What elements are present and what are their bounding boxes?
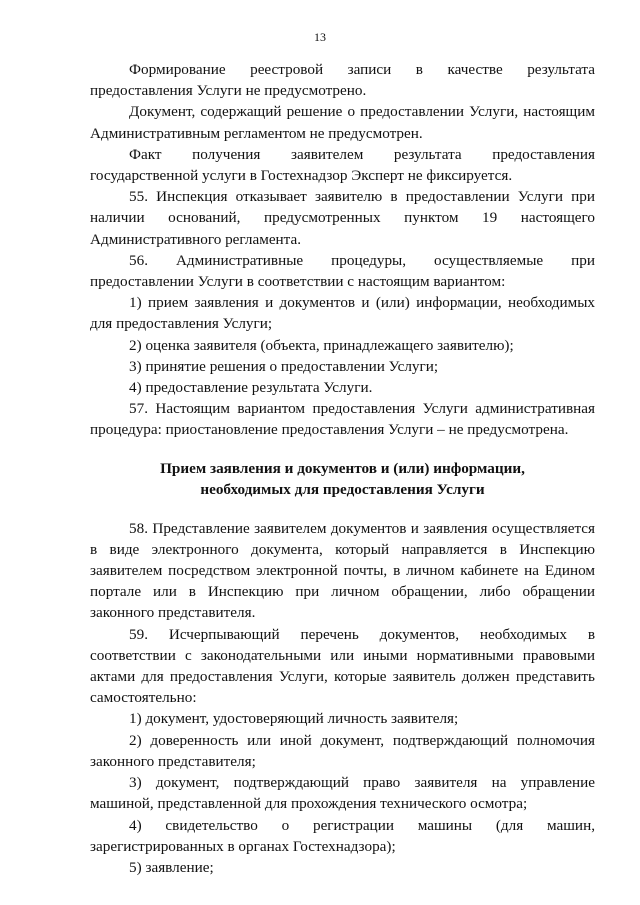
paragraph-registry-record: Формирование реестровой записи в качестве результата предоставления Услуги не предусмотрено.: [90, 61, 595, 100]
document-body: [90, 59, 595, 878]
list-item-59-1: 1) документ, удостоверяющий личность заявителя;: [129, 710, 459, 728]
section-heading-line-2: необходимых для предоставления Услуги: [200, 480, 485, 498]
section-heading-line-1: Прием заявления и документов и (или) информации,: [160, 459, 525, 477]
paragraph-58: 58. Представление заявителем документов и заявления осуществляется в виде электронного документа, который направляется в Инспекцию заявителем посредством электронной почты, в личном кабинете на Едином портале или в Инспекцию при личном обращении, либо обращении законного представителя.: [90, 519, 595, 622]
list-item-56-2: 2) оценка заявителя (объекта, принадлежащего заявителю);: [129, 336, 514, 354]
paragraph-56: 56. Административные процедуры, осуществляемые при предоставлении Услуги в соответствии с настоящим вариантом:: [90, 251, 595, 291]
paragraph-57: 57. Настоящим вариантом предоставления Услуги административная процедура: приостановление предоставления Услуги – не предусмотрена.: [90, 400, 595, 439]
list-item-56-4: 4) предоставление результата Услуги.: [129, 379, 373, 397]
list-item-59-3: 3) документ, подтверждающий право заявителя на управление машиной, представленной для прохождения технического осмотра;: [90, 774, 595, 813]
paragraph-59: 59. Исчерпывающий перечень документов, необходимых в соответствии с законодательными или иными нормативными правовыми актами для предоставления Услуги, которые заявитель должен представить самостоятельно:: [90, 625, 595, 707]
list-item-56-1: 1) прием заявления и документов и (или) информации, необходимых для предоставления Услуги;: [90, 294, 595, 333]
list-item-56-3: 3) принятие решения о предоставлении Услуги;: [129, 357, 439, 375]
list-item-59-5: 5) заявление;: [129, 858, 214, 876]
paragraph-decision-document: Документ, содержащий решение о предоставлении Услуги, настоящим Административным регламентом не предусмотрен.: [90, 103, 595, 142]
list-item-59-2: 2) доверенность или иной документ, подтверждающий полномочия законного представителя;: [90, 731, 595, 770]
list-item-59-4: 4) свидетельство о регистрации машины (для машин, зарегистрированных в органах Гостехнадзора);: [90, 816, 595, 855]
page-number: 13: [314, 30, 326, 44]
paragraph-55: 55. Инспекция отказывает заявителю в предоставлении Услуги при наличии оснований, предусмотренных пунктом 19 настоящего Административного регламента.: [90, 188, 595, 248]
paragraph-result-fact: Факт получения заявителем результата предоставления государственной услуги в Гостехнадзор Эксперт не фиксируется.: [90, 145, 595, 185]
section-heading: [90, 458, 595, 500]
